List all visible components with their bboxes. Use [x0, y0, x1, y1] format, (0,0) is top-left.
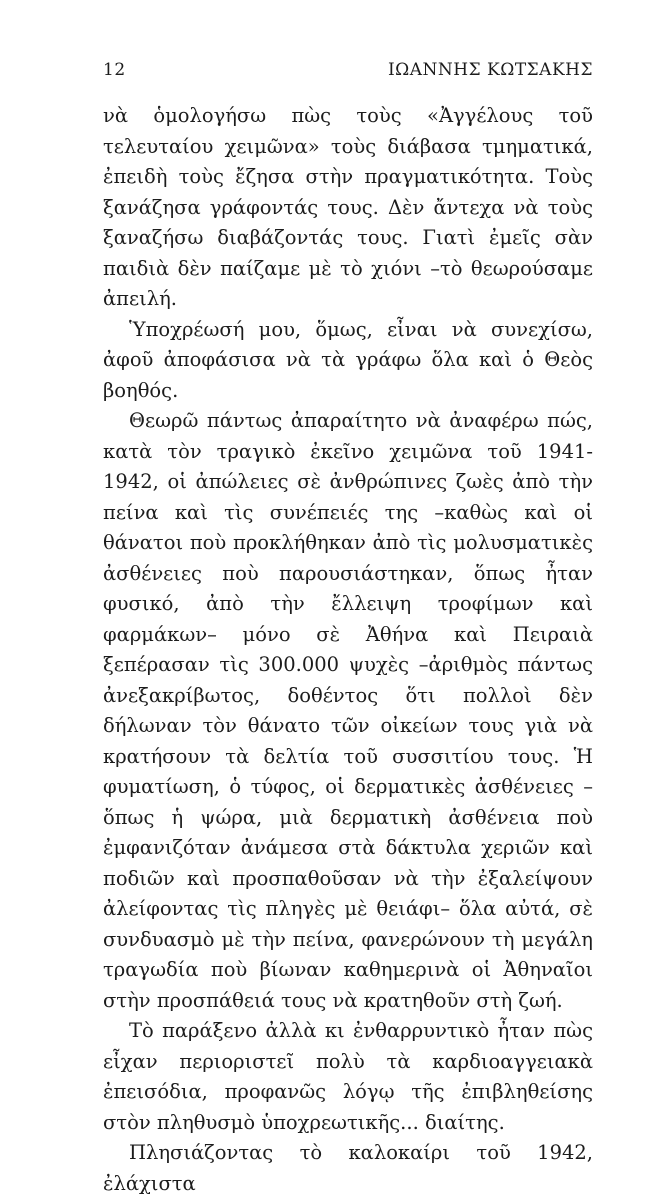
paragraph: Τὸ παράξενο ἀλλὰ κι ἐνθαρρυντικὸ ἦταν πὼς εἶχαν περιοριστεῖ πολὺ τὰ καρδιοαγγειακὰ ἐπεισόδια, προφανῶς λόγῳ τῆς ἐπιβληθείσης στὸν πληθυσμὸ ὑποχρεωτικῆς... διαίτης. — [103, 1019, 593, 1134]
paragraph: Θεωρῶ πάντως ἀπαραίτητο νὰ ἀναφέρω πώς, κατὰ τὸν τραγικὸ ἐκεῖνο χειμῶνα τοῦ 1941-1942, οἱ ἀπώλειες σὲ ἀνθρώπινες ζωὲς ἀπὸ τὴν πείνα καὶ τὶς συνέπειές της –καθὼς καὶ οἱ θάνατοι ποὺ προκλήθηκαν ἀπὸ τὶς μολυσματικὲς ἀσθένειες ποὺ παρουσιάστηκαν, ὅπως ἦταν φυσικό, ἀπὸ τὴν ἔλλειψη τροφίμων καὶ φαρμάκων– μόνο σὲ Ἀθήνα καὶ Πειραιὰ ξεπέρασαν τὶς 300.000 ψυχὲς –ἀριθμὸς πάντως ἀνεξακρίβωτος, δοθέντος ὅτι πολλοὶ δὲν δήλωναν τὸν θάνατο τῶν οἰκείων τους γιὰ νὰ κρατήσουν τὰ δελτία τοῦ συσσιτίου τους. Ἡ φυματίωση, ὁ τύφος, οἱ δερματικὲς ἀσθένειες –ὅπως ἡ ψώρα, μιὰ δερματικὴ ἀσθένεια ποὺ ἐμφανιζόταν ἀνάμεσα στὰ δάκτυλα χεριῶν καὶ ποδιῶν καὶ προσπαθοῦσαν νὰ τὴν ἐξαλείψουν ἀλείφοντας τὶς πληγὲς μὲ θειάφι– ὅλα αὐτά, σὲ συνδυασμὸ μὲ τὴν πείνα, φανερώνουν τὴ μεγάλη τραγωδία ποὺ βίωναν καθημερινὰ οἱ Ἀθηναῖοι στὴν προσπάθειά τους νὰ κρατηθοῦν στὴ ζωή. — [103, 409, 593, 1012]
page-number: 12 — [103, 60, 126, 80]
body-text — [103, 101, 593, 1199]
paragraph-continued: νὰ ὁμολογήσω πὼς τοὺς «Ἀγγέλους τοῦ τελευταίου χειμῶνα» τοὺς διάβασα τμηματικά, ἐπειδὴ τοὺς ἔζησα στὴν πραγματικότητα. Τοὺς ξανάζησα γράφοντάς τους. Δὲν ἄντεχα νὰ τοὺς ξαναζήσω διαβάζοντάς τους. Γιατὶ ἐμεῖς σὰν παιδιὰ δὲν παίζαμε μὲ τὸ χιόνι –τὸ θεωρούσαμε ἀπειλή. — [103, 104, 593, 310]
paragraph: Ὑποχρέωσή μου, ὅμως, εἶναι νὰ συνεχίσω, ἀφοῦ ἀποφάσισα νὰ τὰ γράφω ὅλα καὶ ὁ Θεὸς βοηθός. — [103, 317, 593, 402]
running-header — [103, 60, 593, 86]
paragraph-continues: Πλησιάζοντας τὸ καλοκαίρι τοῦ 1942, ἐλάχιστα — [103, 1141, 593, 1195]
running-title: ΙΩΑΝΝΗΣ ΚΩΤΣΑΚΗΣ — [387, 60, 593, 80]
